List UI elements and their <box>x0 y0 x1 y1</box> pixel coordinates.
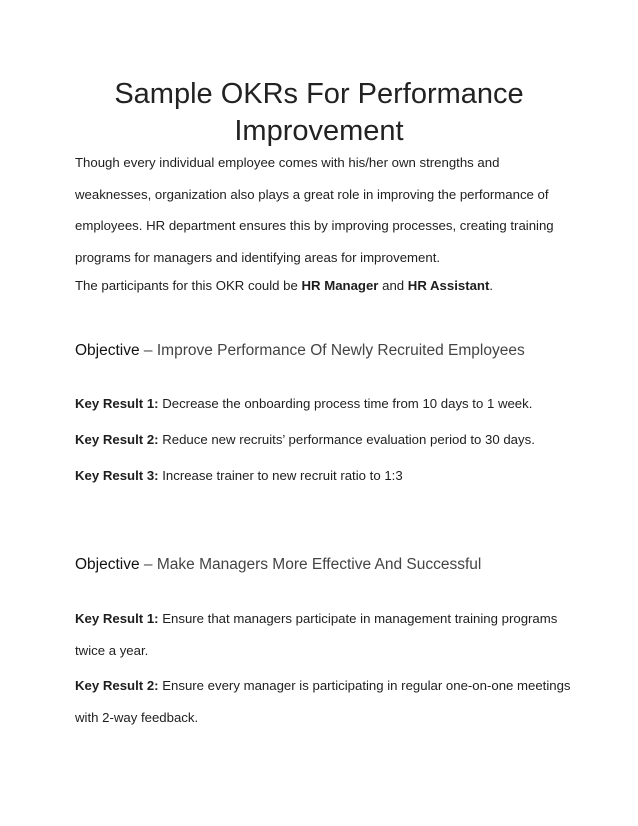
key-result-label: Key Result 2: <box>75 432 159 447</box>
title-line-1: Sample OKRs For Performance <box>114 78 524 110</box>
participants-paragraph <box>75 270 575 302</box>
objective-heading <box>75 554 595 576</box>
key-result-text-continued: with 2-way feedback. <box>75 709 199 725</box>
key-result <box>75 670 575 733</box>
key-result-text: Decrease the onboarding process time from 10 days to 1 week. <box>158 396 533 411</box>
intro-line: employees. HR department ensures this by improving processes, creating training <box>75 218 554 233</box>
page-title <box>60 76 578 150</box>
participants-middle: and <box>378 278 408 293</box>
objective-text: – Make Managers More Effective And Successful <box>139 556 482 573</box>
objective-label: Objective <box>75 556 140 573</box>
participants-prefix: The participants for this OKR could be <box>75 278 302 293</box>
intro-line: programs for managers and identifying areas for improvement. <box>75 249 441 265</box>
objective-heading <box>75 340 595 362</box>
key-result <box>75 388 575 420</box>
key-result-label: Key Result 1: <box>75 396 159 411</box>
key-result <box>75 460 575 492</box>
objective-label: Objective <box>75 342 140 359</box>
key-result-text: Increase trainer to new recruit ratio to 1:3 <box>158 468 403 483</box>
key-result-text: Reduce new recruits’ performance evaluation period to 30 days. <box>158 432 535 447</box>
key-result-text: Ensure every manager is participating in regular one-on-one meetings <box>158 678 571 693</box>
participant-hr-manager: HR Manager <box>301 278 379 293</box>
key-result-label: Key Result 1: <box>75 611 159 626</box>
key-result-label: Key Result 2: <box>75 678 159 693</box>
participant-hr-assistant: HR Assistant <box>407 278 490 293</box>
intro-line: weaknesses, organization also plays a great role in improving the performance of <box>75 186 549 202</box>
intro-line: Though every individual employee comes with his/her own strengths and <box>75 155 500 170</box>
key-result <box>75 603 575 666</box>
objective-text: – Improve Performance Of Newly Recruited Employees <box>139 342 525 359</box>
title-line-2: Improvement <box>234 115 404 147</box>
key-result-text-continued: twice a year. <box>75 642 149 658</box>
key-result-text: Ensure that managers participate in management training programs <box>158 611 558 626</box>
participants-suffix: . <box>489 278 494 293</box>
key-result <box>75 424 575 456</box>
intro-paragraph <box>75 147 575 273</box>
key-result-label: Key Result 3: <box>75 468 159 483</box>
